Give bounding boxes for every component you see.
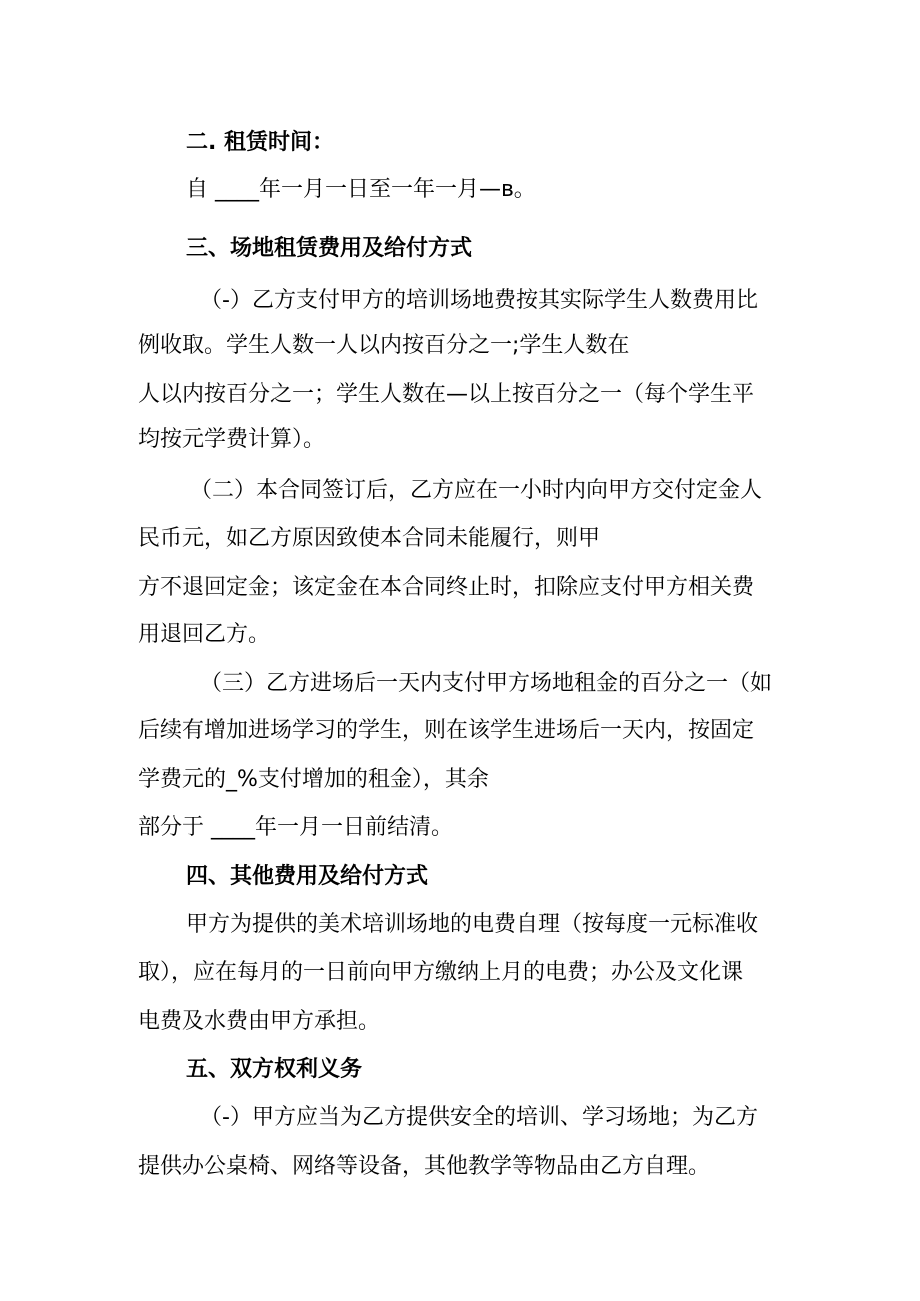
section-3-item1-line4: 均按元学费计算）。 [138, 427, 326, 452]
section-2-heading: 二. 租赁时间： [186, 130, 335, 155]
section-2-line: 自 ____年一月一日至一年一月—ʙ。 [186, 177, 536, 202]
section-3-item3-line1: （三）乙方进场后一天内支付甲方场地租金的百分之一（如 [200, 671, 773, 696]
section-4-line1: 甲方为提供的美术培训场地的电费自理（按每度一元标准收 [186, 912, 759, 937]
section-3-item3-line2: 后续有增加进场学习的学生，则在该学生进场后一天内，按固定 [138, 718, 755, 743]
section-5-item1-line2: 提供办公桌椅、网络等设备，其他教学等物品由乙方自理。 [138, 1154, 711, 1179]
section-4-heading: 四、其他费用及给付方式 [186, 864, 429, 889]
section-3-item2-line3: 方不退回定金；该定金在本合同终止时，扣除应支付甲方相关费 [138, 575, 755, 600]
section-3-item1-line1: （-）乙方支付甲方的培训场地费按其实际学生人数费用比 [200, 288, 758, 313]
section-3-item2-line2: 民币元，如乙方原因致使本合同未能履行，则甲 [138, 526, 601, 551]
section-5-item1-line1: （-）甲方应当为乙方提供安全的培训、学习场地；为乙方 [200, 1105, 758, 1130]
section-3-heading: 三、场地租赁费用及给付方式 [186, 236, 473, 261]
section-3-item3-line3: 学费元的_%支付增加的租金），其余 [138, 767, 489, 792]
section-4-line3: 电费及水费由甲方承担。 [138, 1009, 381, 1034]
section-3-item1-line2: 例收取。学生人数一人以内按百分之一;学生人数在 [138, 333, 630, 358]
section-3-item2-line4: 用退回乙方。 [138, 622, 271, 647]
section-5-heading: 五、双方权利义务 [186, 1057, 363, 1082]
section-4-line2: 取），应在每月的一日前向甲方缴纳上月的电费；办公及文化课 [138, 960, 744, 985]
section-3-item2-line1: （二）本合同签订后，乙方应在一小时内向甲方交付定金人 [190, 478, 763, 503]
section-3-item3-line4: 部分于 ____年一月一日前结清。 [138, 815, 453, 840]
section-3-item1-line3: 人以内按百分之一；学生人数在—以上按百分之一（每个学生平 [138, 382, 755, 407]
